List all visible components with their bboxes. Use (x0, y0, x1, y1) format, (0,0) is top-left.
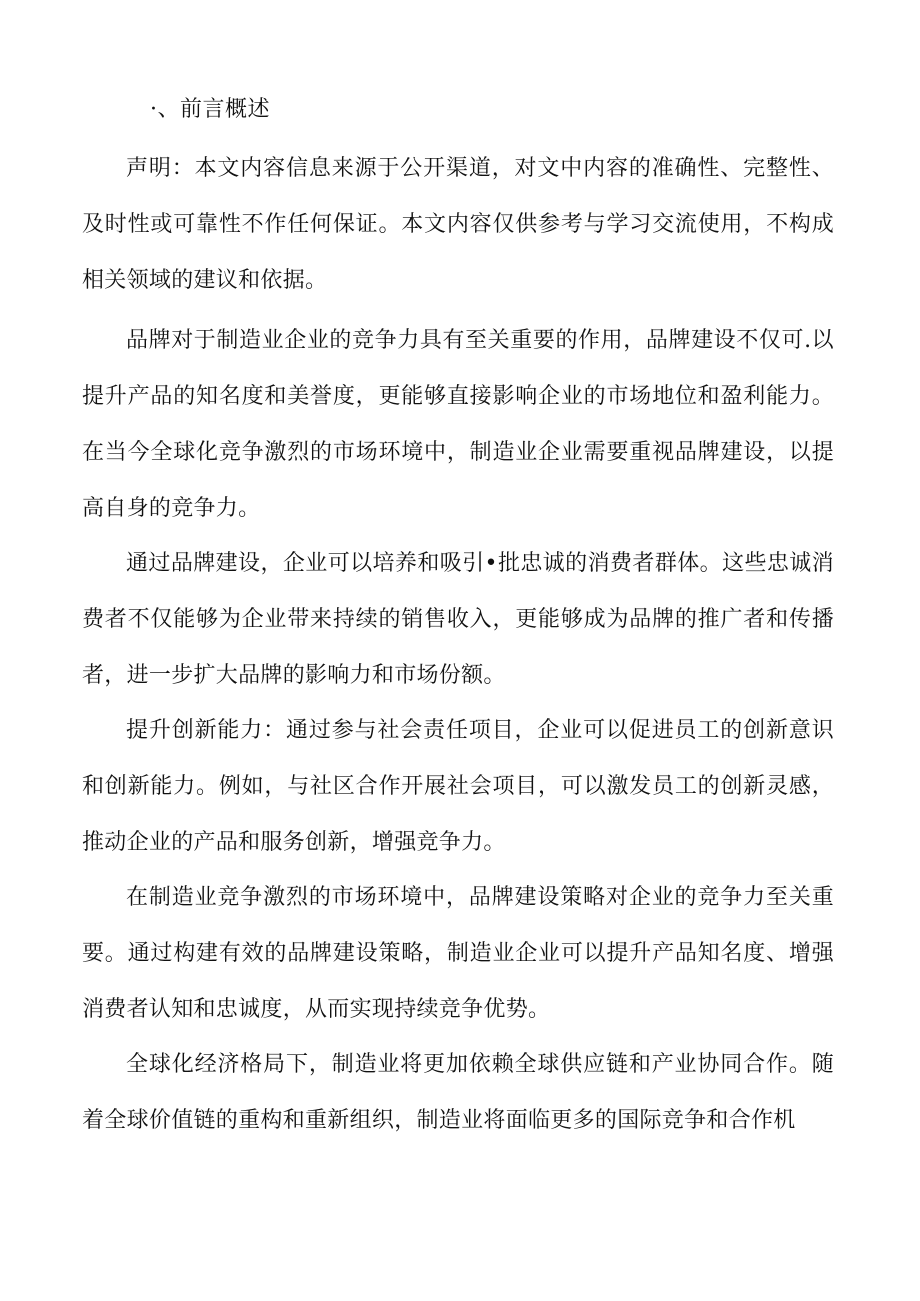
body-paragraph-innovation: 提升创新能力：通过参与社会责任项目，企业可以促进员工的创新意识和创新能力。例如，与社区合作开展社会项目，可以激发员工的创新灵感，推动企业的产品和服务创新，增强竞争力。 (82, 718, 834, 855)
disclaimer-paragraph: 声明：本文内容信息来源于公开渠道，对文中内容的准确性、完整性、及时性或可靠性不作任何保证。本文内容仅供参考与学习交流使用，不构成相关领域的建议和依据。 (82, 156, 834, 293)
body-paragraph-loyal-consumers: 通过品牌建设，企业可以培养和吸引•批忠诚的消费者群体。这些忠诚消费者不仅能够为企业带来持续的销售收入，更能够成为品牌的推广者和传播者，进一步扩大品牌的影响力和市场份额。 (82, 551, 834, 688)
section-heading: ·、前言概述 (150, 97, 270, 122)
body-paragraph-globalization: 全球化经济格局下，制造业将更加依赖全球供应链和产业协同合作。随着全球价值链的重构和重新组织，制造业将面临更多的国际竞争和合作机 (82, 1052, 834, 1133)
body-paragraph-brand-importance: 品牌对于制造业企业的竞争力具有至关重要的作用，品牌建设不仅可.以提升产品的知名度和美誉度，更能够直接影响企业的市场地位和盈利能力。在当今全球化竞争激烈的市场环境中，制造业企业需要重视品牌建设，以提高自身的竞争力。 (82, 328, 834, 521)
body-paragraph-brand-strategy: 在制造业竞争激烈的市场环境中，品牌建设策略对企业的竞争力至关重要。通过构建有效的品牌建设策略，制造业企业可以提升产品知名度、增强消费者认知和忠诚度，从而实现持续竞争优势。 (82, 885, 834, 1022)
